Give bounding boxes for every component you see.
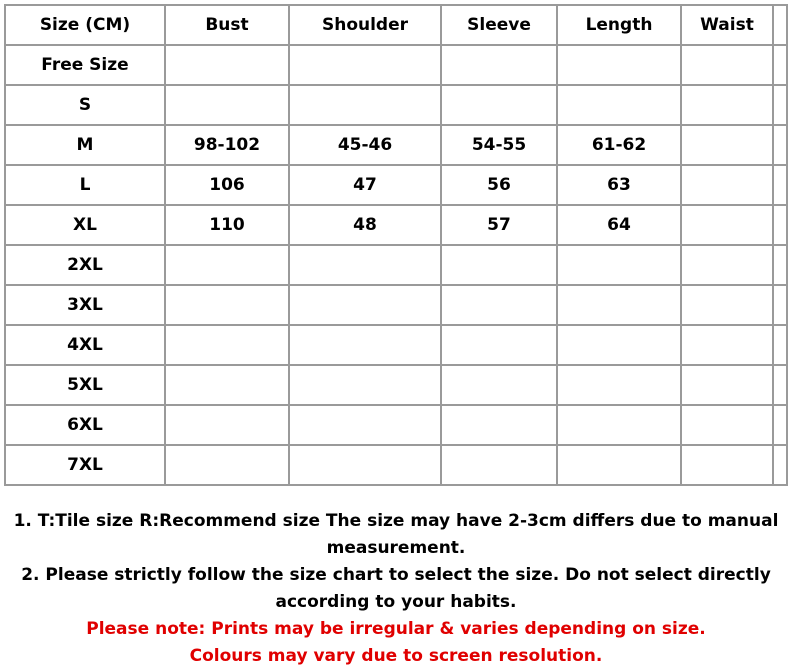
- cell-sleeve: [441, 405, 557, 445]
- header-shoulder: Shoulder: [289, 5, 441, 45]
- cell-shoulder: [289, 45, 441, 85]
- cell-sleeve: [441, 45, 557, 85]
- cell-bust: 110: [165, 205, 289, 245]
- warning-colours: Colours may vary due to screen resolution.: [189, 646, 603, 666]
- cell-size: 3XL: [5, 285, 165, 325]
- cell-waist: [681, 125, 773, 165]
- size-chart-table: [4, 4, 788, 486]
- cell-extra: [773, 285, 787, 325]
- cell-size: M: [5, 125, 165, 165]
- cell-extra: [773, 405, 787, 445]
- header-waist: Waist: [681, 5, 773, 45]
- table-row: [5, 205, 787, 245]
- cell-waist: [681, 45, 773, 85]
- header-sleeve: Sleeve: [441, 5, 557, 45]
- cell-size: Free Size: [5, 45, 165, 85]
- cell-waist: [681, 405, 773, 445]
- cell-sleeve: 57: [441, 205, 557, 245]
- cell-extra: [773, 205, 787, 245]
- cell-size: L: [5, 165, 165, 205]
- note-2: 2. Please strictly follow the size chart to select the size. Do not select directly according to your habits.: [21, 565, 771, 612]
- cell-waist: [681, 245, 773, 285]
- cell-length: 61-62: [557, 125, 681, 165]
- table-row: [5, 405, 787, 445]
- cell-length: [557, 45, 681, 85]
- cell-length: [557, 445, 681, 485]
- cell-shoulder: [289, 365, 441, 405]
- table-row: [5, 285, 787, 325]
- cell-size: XL: [5, 205, 165, 245]
- table-body: [5, 45, 787, 485]
- cell-bust: 98-102: [165, 125, 289, 165]
- header-size: Size (CM): [5, 5, 165, 45]
- cell-sleeve: [441, 365, 557, 405]
- cell-bust: [165, 285, 289, 325]
- cell-sleeve: [441, 285, 557, 325]
- header-length: Length: [557, 5, 681, 45]
- table-row: [5, 245, 787, 285]
- cell-length: [557, 85, 681, 125]
- cell-size: 4XL: [5, 325, 165, 365]
- cell-length: 63: [557, 165, 681, 205]
- cell-bust: [165, 45, 289, 85]
- cell-bust: 106: [165, 165, 289, 205]
- cell-length: [557, 405, 681, 445]
- cell-shoulder: [289, 445, 441, 485]
- cell-size: 7XL: [5, 445, 165, 485]
- cell-extra: [773, 45, 787, 85]
- cell-sleeve: 56: [441, 165, 557, 205]
- cell-shoulder: [289, 405, 441, 445]
- table-row: [5, 165, 787, 205]
- cell-bust: [165, 325, 289, 365]
- cell-waist: [681, 205, 773, 245]
- cell-waist: [681, 85, 773, 125]
- note-1: 1. T:Tile size R:Recommend size The size may have 2-3cm differs due to manual measurement.: [13, 511, 779, 558]
- header-bust: Bust: [165, 5, 289, 45]
- table-row: [5, 365, 787, 405]
- warning-prints: Please note: Prints may be irregular & varies depending on size.: [86, 619, 706, 639]
- cell-shoulder: [289, 85, 441, 125]
- cell-sleeve: 54-55: [441, 125, 557, 165]
- cell-bust: [165, 85, 289, 125]
- cell-length: [557, 285, 681, 325]
- cell-size: S: [5, 85, 165, 125]
- cell-bust: [165, 245, 289, 285]
- table-row: [5, 445, 787, 485]
- cell-extra: [773, 365, 787, 405]
- cell-size: 2XL: [5, 245, 165, 285]
- cell-extra: [773, 125, 787, 165]
- table-header-row: [5, 5, 787, 45]
- cell-waist: [681, 285, 773, 325]
- cell-waist: [681, 165, 773, 205]
- cell-sleeve: [441, 85, 557, 125]
- cell-extra: [773, 165, 787, 205]
- table-row: [5, 85, 787, 125]
- cell-shoulder: [289, 325, 441, 365]
- cell-shoulder: 45-46: [289, 125, 441, 165]
- table-row: [5, 125, 787, 165]
- cell-size: 5XL: [5, 365, 165, 405]
- cell-sleeve: [441, 325, 557, 365]
- cell-sleeve: [441, 445, 557, 485]
- cell-waist: [681, 325, 773, 365]
- cell-extra: [773, 445, 787, 485]
- cell-length: [557, 325, 681, 365]
- cell-sleeve: [441, 245, 557, 285]
- size-notes: [0, 508, 792, 670]
- cell-waist: [681, 365, 773, 405]
- cell-length: [557, 365, 681, 405]
- cell-bust: [165, 405, 289, 445]
- cell-waist: [681, 445, 773, 485]
- header-extra: [773, 5, 787, 45]
- cell-shoulder: 47: [289, 165, 441, 205]
- cell-shoulder: 48: [289, 205, 441, 245]
- cell-bust: [165, 445, 289, 485]
- cell-length: [557, 245, 681, 285]
- cell-shoulder: [289, 245, 441, 285]
- cell-extra: [773, 85, 787, 125]
- table-row: [5, 325, 787, 365]
- table-row: [5, 45, 787, 85]
- cell-bust: [165, 365, 289, 405]
- cell-shoulder: [289, 285, 441, 325]
- cell-length: 64: [557, 205, 681, 245]
- cell-size: 6XL: [5, 405, 165, 445]
- cell-extra: [773, 325, 787, 365]
- cell-extra: [773, 245, 787, 285]
